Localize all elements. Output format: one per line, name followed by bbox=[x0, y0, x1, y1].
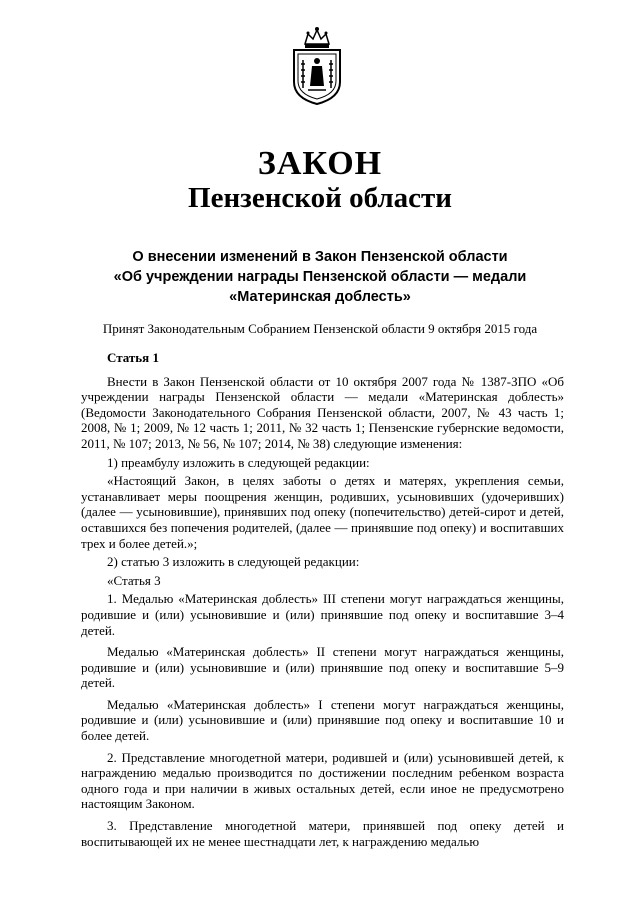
law-title: ЗАКОН bbox=[257, 145, 383, 182]
paragraph: Внести в Закон Пензенской области от 10 октября 2007 года № 1387-ЗПО «Об учреждении награды Пензенской области — медали «Материнская доблесть» (Ведомости Законодательного Собрания Пензенской области, 2007, № 43 часть 1; 2008, № 1; 2009, № 12 часть 1; 2011, № 32 часть 1; Пензенские губернские ведомости, 2011, № 107; 2013, № 56, № 107; 2014, № 38) следующие изменения: bbox=[81, 373, 564, 451]
law-subject bbox=[60, 247, 580, 307]
paragraph: Медалью «Материнская доблесть» I степени могут награждаться женщины, родившие и (или) усыновившие и (или) принявшие под опеку и воспитавшие 10 и более детей. bbox=[81, 696, 564, 744]
paragraph: 1. Медалью «Материнская доблесть» III степени могут награждаться женщины, родившие и (или) усыновившие и (или) принявшие под опеку и воспитавшие 3–4 детей. bbox=[81, 591, 564, 638]
document-body bbox=[81, 350, 564, 855]
article-heading: Статья 1 bbox=[107, 350, 159, 365]
paragraph: Медалью «Материнская доблесть» II степени могут награждаться женщины, родившие и (или) усыновившие и (или) принявшие под опеку и воспитавшие 5–9 детей. bbox=[81, 644, 564, 691]
list-item: 2) статью 3 изложить в следующей редакции: bbox=[107, 554, 360, 570]
article-heading-quoted: «Статья 3 bbox=[107, 572, 161, 588]
subject-line: О внесении изменений в Закон Пензенской области bbox=[132, 249, 508, 265]
subject-line: «Материнская доблесть» bbox=[229, 289, 411, 305]
subject-line: «Об учреждении награды Пензенской области — медали bbox=[113, 269, 527, 285]
region-title: Пензенской области bbox=[188, 182, 452, 214]
paragraph: 3. Представление многодетной матери, принявшей под опеку детей и воспитывающей их не менее шестнадцати лет, к награждению медалью bbox=[81, 818, 564, 849]
list-item: 1) преамбулу изложить в следующей редакции: bbox=[107, 454, 370, 470]
adoption-note: Принят Законодательным Собранием Пензенской области 9 октября 2015 года bbox=[102, 321, 538, 336]
coat-of-arms-icon bbox=[288, 24, 346, 106]
paragraph: 2. Представление многодетной матери, родившей и (или) усыновившей детей, к награждению медалью производится по достижении последним ребенком возраста одного года и при наличии в живых остальных детей, если иное не предусмотрено настоящим Законом. bbox=[81, 749, 564, 812]
paragraph: «Настоящий Закон, в целях заботы о детях и матерях, укрепления семьи, устанавливает меры поощрения женщин, родивших, усыновивших (удочеривших) (далее — усыновившие), принявших под опеку (попечительство) детей-сирот и детей, оставшихся без попечения родителей, (далее — принявшие под опеку) и воспитавших трех и более детей.»; bbox=[81, 473, 564, 551]
